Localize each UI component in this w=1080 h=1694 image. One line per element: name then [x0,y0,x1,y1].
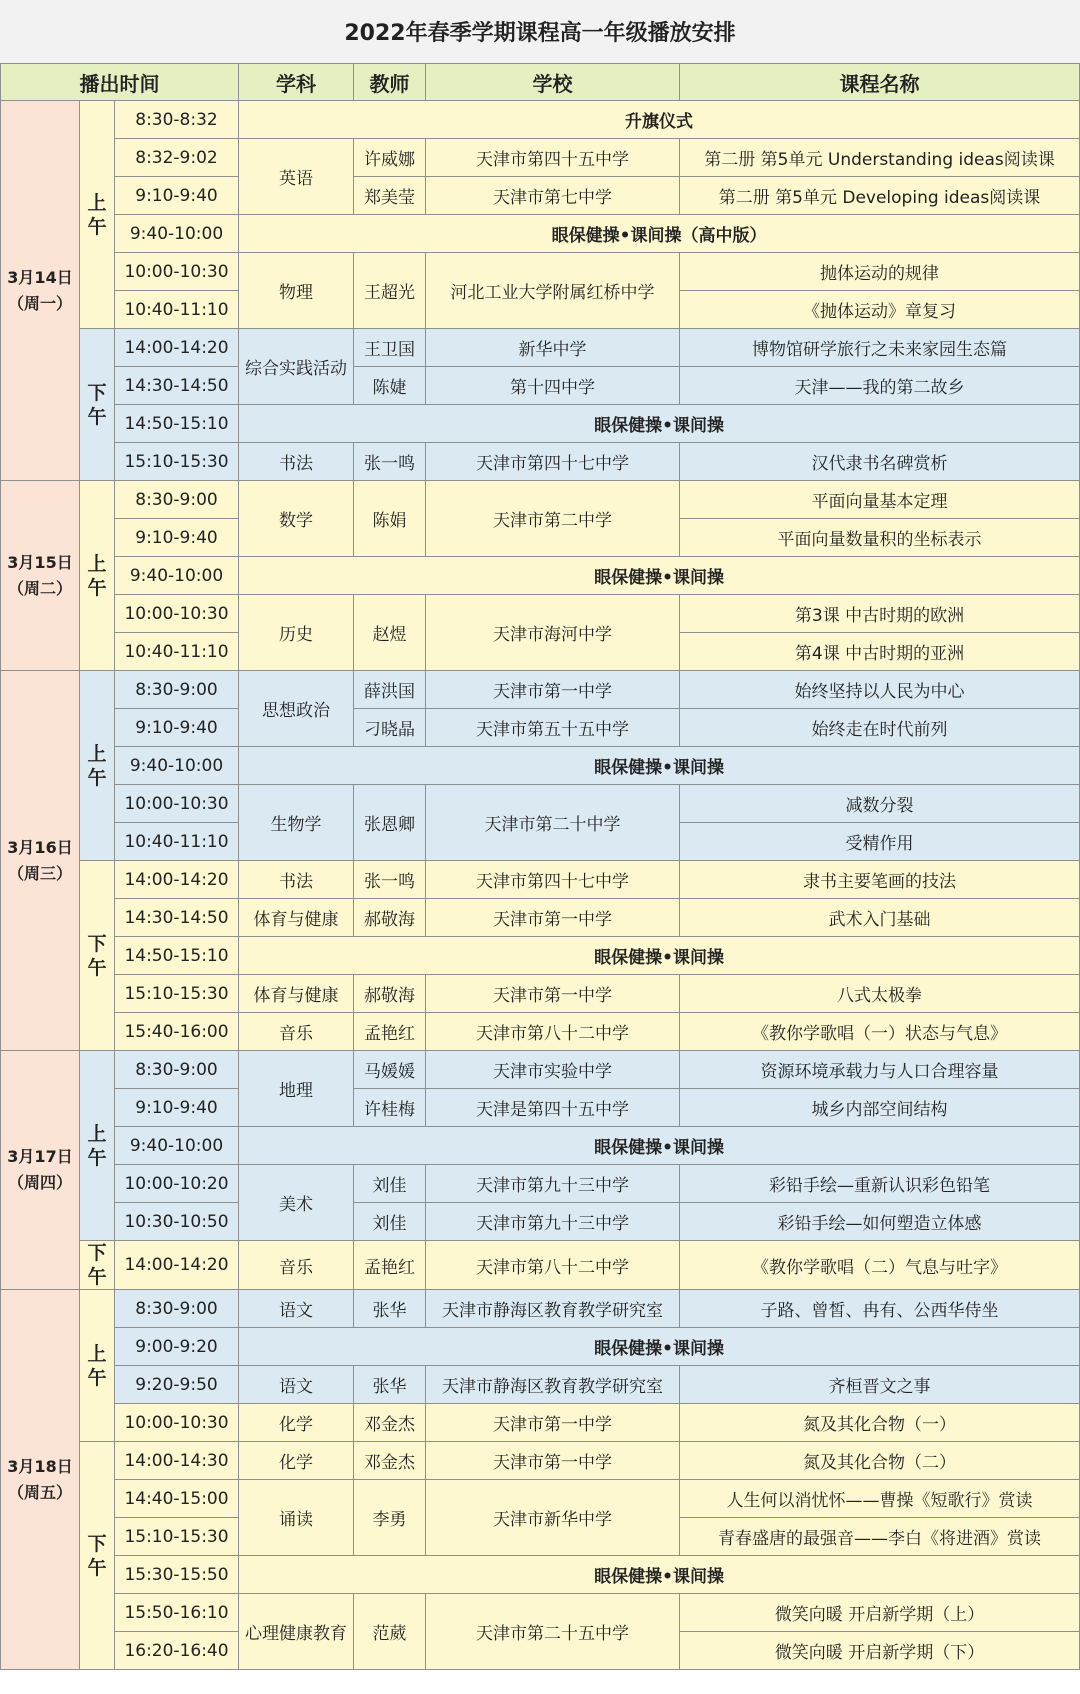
school-cell: 天津市第二十五中学 [426,1594,680,1670]
time-cell: 10:40-11:10 [115,633,239,671]
time-cell: 10:00-10:30 [115,785,239,823]
table-row [1,747,1080,785]
table-row [1,253,1080,291]
course-cell: 减数分裂 [680,785,1080,823]
table-row [1,595,1080,633]
subject-cell: 历史 [239,595,354,671]
table-row [1,1328,1080,1366]
school-cell: 天津市海河中学 [426,595,680,671]
table-row [1,1290,1080,1328]
table-row [1,1165,1080,1203]
time-cell: 16:20-16:40 [115,1632,239,1670]
school-cell: 天津市第二中学 [426,481,680,557]
time-cell: 8:30-9:00 [115,481,239,519]
course-cell: 平面向量数量积的坐标表示 [680,519,1080,557]
time-cell: 14:00-14:20 [115,1241,239,1290]
course-cell: 受精作用 [680,823,1080,861]
teacher-cell: 张一鸣 [354,861,426,899]
table-row [1,139,1080,177]
subject-cell: 体育与健康 [239,899,354,937]
subject-cell: 综合实践活动 [239,329,354,405]
time-cell: 14:00-14:20 [115,329,239,367]
header-school: 学校 [426,64,680,101]
time-cell: 9:40-10:00 [115,1127,239,1165]
table-row [1,975,1080,1013]
school-cell: 天津市第一中学 [426,899,680,937]
subject-cell: 语文 [239,1366,354,1404]
time-cell: 8:30-9:00 [115,1051,239,1089]
time-cell: 14:50-15:10 [115,937,239,975]
course-cell: 《教你学歌唱（一）状态与气息》 [680,1013,1080,1051]
break-cell: 眼保健操•课间操 [239,557,1080,595]
teacher-cell: 张一鸣 [354,443,426,481]
ceremony-cell: 升旗仪式 [239,101,1080,139]
subject-cell: 书法 [239,443,354,481]
teacher-cell: 刘佳 [354,1203,426,1241]
teacher-cell: 孟艳红 [354,1241,426,1290]
school-cell: 天津市新华中学 [426,1480,680,1556]
table-row [1,1203,1080,1241]
table-row [1,367,1080,405]
course-cell: 武术入门基础 [680,899,1080,937]
school-cell: 新华中学 [426,329,680,367]
time-cell: 15:50-16:10 [115,1594,239,1632]
header-subject: 学科 [239,64,354,101]
teacher-cell: 薛洪国 [354,671,426,709]
course-cell: 微笑向暖 开启新学期（上） [680,1594,1080,1632]
time-cell: 15:10-15:30 [115,443,239,481]
teacher-cell: 马媛媛 [354,1051,426,1089]
teacher-cell: 王卫国 [354,329,426,367]
school-cell: 天津市第一中学 [426,975,680,1013]
course-cell: 始终坚持以人民为中心 [680,671,1080,709]
teacher-cell: 邓金杰 [354,1404,426,1442]
period-am: 上 午 [80,671,115,861]
time-cell: 9:20-9:50 [115,1366,239,1404]
time-cell: 9:40-10:00 [115,747,239,785]
course-cell: 《抛体运动》章复习 [680,291,1080,329]
school-cell: 天津市第七中学 [426,177,680,215]
course-cell: 氮及其化合物（二） [680,1442,1080,1480]
teacher-cell: 陈婕 [354,367,426,405]
table-row [1,1404,1080,1442]
school-cell: 天津市实验中学 [426,1051,680,1089]
time-cell: 8:32-9:02 [115,139,239,177]
table-row [1,899,1080,937]
subject-cell: 英语 [239,139,354,215]
table-row [1,1480,1080,1518]
time-cell: 10:30-10:50 [115,1203,239,1241]
header-row [1,64,1080,101]
subject-cell: 思想政治 [239,671,354,747]
teacher-cell: 许桂梅 [354,1089,426,1127]
page-title: 2022年春季学期课程高一年级播放安排 [0,0,1080,64]
time-cell: 9:10-9:40 [115,1089,239,1127]
time-cell: 9:10-9:40 [115,519,239,557]
time-cell: 9:10-9:40 [115,709,239,747]
course-cell: 子路、曾皙、冉有、公西华侍坐 [680,1290,1080,1328]
table-row [1,1594,1080,1632]
course-cell: 城乡内部空间结构 [680,1089,1080,1127]
course-cell: 八式太极拳 [680,975,1080,1013]
course-cell: 人生何以消忧怀——曹操《短歌行》赏读 [680,1480,1080,1518]
course-cell: 始终走在时代前列 [680,709,1080,747]
break-cell: 眼保健操•课间操 [239,1328,1080,1366]
school-cell: 天津市第九十三中学 [426,1203,680,1241]
time-cell: 10:00-10:30 [115,253,239,291]
time-cell: 10:40-11:10 [115,823,239,861]
course-cell: 彩铅手绘—重新认识彩色铅笔 [680,1165,1080,1203]
subject-cell: 地理 [239,1051,354,1127]
table-row [1,481,1080,519]
school-cell: 天津市第一中学 [426,1442,680,1480]
table-row [1,1089,1080,1127]
time-cell: 14:00-14:20 [115,861,239,899]
day-cell: 3月17日 （周四） [1,1051,80,1290]
subject-cell: 音乐 [239,1013,354,1051]
time-cell: 15:40-16:00 [115,1013,239,1051]
teacher-cell: 刘佳 [354,1165,426,1203]
table-row [1,443,1080,481]
school-cell: 天津市第五十五中学 [426,709,680,747]
time-cell: 14:30-14:50 [115,367,239,405]
teacher-cell: 李勇 [354,1480,426,1556]
teacher-cell: 邓金杰 [354,1442,426,1480]
time-cell: 10:40-11:10 [115,291,239,329]
school-cell: 天津市第八十二中学 [426,1013,680,1051]
course-cell: 第二册 第5单元 Understanding ideas阅读课 [680,139,1080,177]
time-cell: 14:30-14:50 [115,899,239,937]
table-row [1,405,1080,443]
table-row [1,101,1080,139]
table-row [1,1366,1080,1404]
time-cell: 9:10-9:40 [115,177,239,215]
time-cell: 15:30-15:50 [115,1556,239,1594]
course-cell: 博物馆研学旅行之未来家园生态篇 [680,329,1080,367]
course-cell: 第3课 中古时期的欧洲 [680,595,1080,633]
course-cell: 氮及其化合物（一） [680,1404,1080,1442]
day-cell: 3月18日 （周五） [1,1290,80,1670]
period-pm: 下 午 [80,329,115,481]
school-cell: 天津是第四十五中学 [426,1089,680,1127]
subject-cell: 生物学 [239,785,354,861]
period-am: 上 午 [80,1051,115,1241]
break-cell: 眼保健操•课间操（高中版） [239,215,1080,253]
day-cell: 3月15日 （周二） [1,481,80,671]
subject-cell: 数学 [239,481,354,557]
table-row [1,785,1080,823]
teacher-cell: 郝敬海 [354,975,426,1013]
teacher-cell: 范葳 [354,1594,426,1670]
time-cell: 10:00-10:30 [115,1404,239,1442]
teacher-cell: 刁晓晶 [354,709,426,747]
course-cell: 抛体运动的规律 [680,253,1080,291]
school-cell: 天津市静海区教育教学研究室 [426,1290,680,1328]
teacher-cell: 赵煜 [354,595,426,671]
subject-cell: 物理 [239,253,354,329]
school-cell: 天津市第一中学 [426,1404,680,1442]
course-cell: 《教你学歌唱（二）气息与吐字》 [680,1241,1080,1290]
teacher-cell: 郝敬海 [354,899,426,937]
subject-cell: 化学 [239,1442,354,1480]
time-cell: 9:40-10:00 [115,215,239,253]
time-cell: 10:00-10:20 [115,1165,239,1203]
table-row [1,1127,1080,1165]
header-teacher: 教师 [354,64,426,101]
period-pm: 下 午 [80,861,115,1051]
period-pm: 下 午 [80,1442,115,1670]
table-row [1,557,1080,595]
course-cell: 汉代隶书名碑赏析 [680,443,1080,481]
subject-cell: 音乐 [239,1241,354,1290]
school-cell: 河北工业大学附属红桥中学 [426,253,680,329]
day-cell: 3月14日 （周一） [1,101,80,481]
school-cell: 天津市第八十二中学 [426,1241,680,1290]
school-cell: 天津市静海区教育教学研究室 [426,1366,680,1404]
table-row [1,1013,1080,1051]
course-cell: 平面向量基本定理 [680,481,1080,519]
time-cell: 8:30-9:00 [115,1290,239,1328]
teacher-cell: 陈娟 [354,481,426,557]
table-row [1,177,1080,215]
teacher-cell: 张华 [354,1366,426,1404]
subject-cell: 心理健康教育 [239,1594,354,1670]
period-am: 上 午 [80,101,115,329]
time-cell: 9:00-9:20 [115,1328,239,1366]
time-cell: 9:40-10:00 [115,557,239,595]
teacher-cell: 张恩卿 [354,785,426,861]
header-course: 课程名称 [680,64,1080,101]
subject-cell: 体育与健康 [239,975,354,1013]
time-cell: 10:00-10:30 [115,595,239,633]
time-cell: 14:40-15:00 [115,1480,239,1518]
schedule-table [0,63,1080,1670]
period-am: 上 午 [80,481,115,671]
course-cell: 隶书主要笔画的技法 [680,861,1080,899]
table-row [1,1556,1080,1594]
break-cell: 眼保健操•课间操 [239,937,1080,975]
school-cell: 天津市第四十五中学 [426,139,680,177]
course-cell: 彩铅手绘—如何塑造立体感 [680,1203,1080,1241]
teacher-cell: 张华 [354,1290,426,1328]
break-cell: 眼保健操•课间操 [239,1127,1080,1165]
table-row [1,1442,1080,1480]
period-am: 上 午 [80,1290,115,1442]
table-row [1,329,1080,367]
subject-cell: 书法 [239,861,354,899]
break-cell: 眼保健操•课间操 [239,405,1080,443]
school-cell: 天津市第二十中学 [426,785,680,861]
course-cell: 微笑向暖 开启新学期（下） [680,1632,1080,1670]
period-pm: 下 午 [80,1241,115,1290]
table-row [1,1051,1080,1089]
course-cell: 青春盛唐的最强音——李白《将进酒》赏读 [680,1518,1080,1556]
course-cell: 齐桓晋文之事 [680,1366,1080,1404]
table-row [1,215,1080,253]
header-time: 播出时间 [1,64,239,101]
school-cell: 天津市第四十七中学 [426,861,680,899]
school-cell: 第十四中学 [426,367,680,405]
school-cell: 天津市第九十三中学 [426,1165,680,1203]
teacher-cell: 许威娜 [354,139,426,177]
course-cell: 第二册 第5单元 Developing ideas阅读课 [680,177,1080,215]
course-cell: 资源环境承载力与人口合理容量 [680,1051,1080,1089]
time-cell: 14:50-15:10 [115,405,239,443]
table-row [1,671,1080,709]
table-row [1,1241,1080,1290]
day-cell: 3月16日 （周三） [1,671,80,1051]
teacher-cell: 郑美莹 [354,177,426,215]
subject-cell: 化学 [239,1404,354,1442]
table-row [1,937,1080,975]
table-row [1,709,1080,747]
time-cell: 14:00-14:30 [115,1442,239,1480]
school-cell: 天津市第四十七中学 [426,443,680,481]
time-cell: 8:30-8:32 [115,101,239,139]
time-cell: 8:30-9:00 [115,671,239,709]
course-cell: 天津——我的第二故乡 [680,367,1080,405]
break-cell: 眼保健操•课间操 [239,1556,1080,1594]
table-row [1,861,1080,899]
course-cell: 第4课 中古时期的亚洲 [680,633,1080,671]
subject-cell: 诵读 [239,1480,354,1556]
subject-cell: 语文 [239,1290,354,1328]
subject-cell: 美术 [239,1165,354,1241]
school-cell: 天津市第一中学 [426,671,680,709]
teacher-cell: 王超光 [354,253,426,329]
time-cell: 15:10-15:30 [115,975,239,1013]
teacher-cell: 孟艳红 [354,1013,426,1051]
time-cell: 15:10-15:30 [115,1518,239,1556]
break-cell: 眼保健操•课间操 [239,747,1080,785]
